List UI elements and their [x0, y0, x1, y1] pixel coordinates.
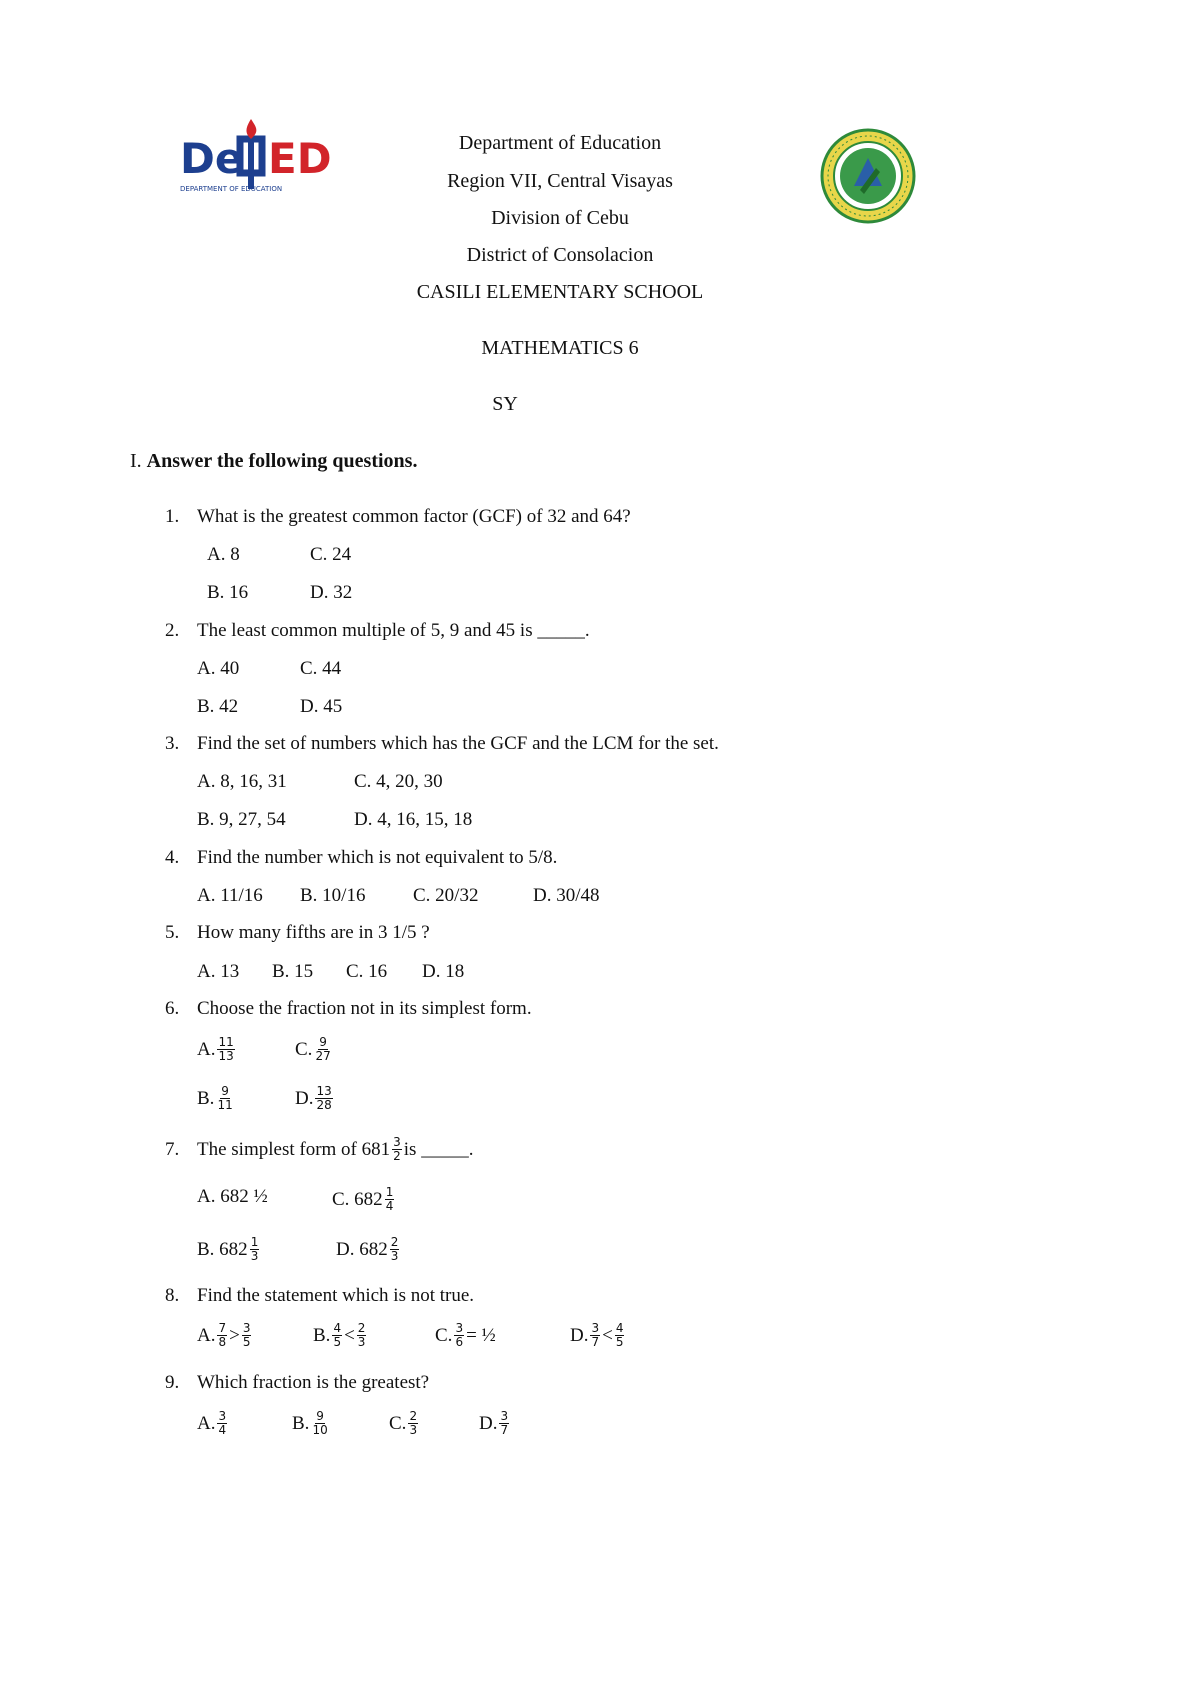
option-1d: D. 32: [310, 582, 353, 603]
question-6: 6. Choose the fraction not in its simplest form.: [165, 998, 532, 1019]
fraction: $\frac{9}{27}$: [315, 1035, 331, 1063]
fraction: $\frac{2}{3}$: [390, 1235, 399, 1263]
option-5d: D. 18: [422, 961, 465, 982]
question-8: 8. Find the statement which is not true.: [165, 1285, 475, 1306]
option-3b: B. 9, 27, 54: [197, 809, 286, 830]
question-4: 4. Find the number which is not equivalent to 5/8.: [165, 847, 558, 868]
option-6b: B. $\frac{9}{11}$: [197, 1084, 233, 1112]
option-9c: C. $\frac{2}{3}$: [389, 1409, 418, 1437]
question-7: 7. The simplest form of 681 $\frac{3}{2}$ is _____.: [165, 1135, 474, 1163]
option-2b: B. 42: [197, 696, 239, 717]
option-2a: A. 40: [197, 658, 240, 679]
header-department: Department of Education: [458, 132, 662, 154]
option-5c: C. 16: [346, 961, 388, 982]
option-3d: D. 4, 16, 15, 18: [354, 809, 473, 830]
section-roman: I.: [130, 450, 142, 472]
fraction: $\frac{13}{28}$: [316, 1084, 332, 1112]
option-9d: D. $\frac{3}{7}$: [479, 1409, 509, 1437]
option-3c: C. 4, 20, 30: [354, 771, 443, 792]
header-region: Region VII, Central Visayas: [447, 170, 673, 192]
option-2d: D. 45: [300, 696, 343, 717]
question-3: 3. Find the set of numbers which has the GCF and the LCM for the set.: [165, 733, 719, 754]
option-1c: C. 24: [310, 544, 352, 565]
option-7a: A. 682 ½: [197, 1186, 268, 1207]
option-4b: B. 10/16: [300, 885, 366, 906]
fraction: $\frac{9}{11}$: [217, 1084, 233, 1112]
header-school: CASILI ELEMENTARY SCHOOL: [416, 281, 704, 303]
option-7c: C. 682 $\frac{1}{4}$: [332, 1185, 394, 1213]
question-9: 9. Which fraction is the greatest?: [165, 1372, 430, 1393]
subject-title: MATHEMATICS 6: [481, 337, 639, 359]
header-division: Division of Cebu: [491, 207, 629, 229]
option-9a: A. $\frac{3}{4}$: [197, 1409, 227, 1437]
option-1a: A. 8: [207, 544, 240, 565]
svg-text:De: De: [180, 134, 244, 183]
question-5: 5. How many fifths are in 3 1/5 ?: [165, 922, 430, 943]
option-3a: A. 8, 16, 31: [197, 771, 287, 792]
fraction: $\frac{1}{4}$: [385, 1185, 394, 1213]
svg-text:ED: ED: [268, 134, 332, 183]
option-2c: C. 44: [300, 658, 342, 679]
option-8c: C. $\frac{3}{6}$ = ½: [435, 1321, 496, 1349]
option-6d: D. $\frac{13}{28}$: [295, 1084, 332, 1112]
option-9b: B. $\frac{9}{10}$: [292, 1409, 328, 1437]
option-4d: D. 30/48: [533, 885, 600, 906]
option-7d: D. 682 $\frac{2}{3}$: [336, 1235, 399, 1263]
svg-text:DEPARTMENT OF EDUCATION: DEPARTMENT OF EDUCATION: [180, 185, 283, 193]
option-8b: B. $\frac{4}{5}$ < $\frac{2}{3}$: [313, 1321, 366, 1349]
option-8d: D. $\frac{3}{7}$ < $\frac{4}{5}$: [570, 1321, 624, 1349]
option-6a: A. $\frac{11}{13}$: [197, 1035, 234, 1063]
section-title: Answer the following questions.: [146, 450, 418, 472]
option-5b: B. 15: [272, 961, 314, 982]
fraction: $\frac{3}{2}$: [393, 1135, 401, 1163]
question-2: 2. The least common multiple of 5, 9 and 45 is _____.: [165, 620, 590, 641]
option-4c: C. 20/32: [413, 885, 479, 906]
option-1b: B. 16: [207, 582, 249, 603]
school-year: SY: [492, 393, 518, 415]
section-heading: [130, 450, 417, 473]
header-district: District of Consolacion: [466, 244, 654, 266]
fraction: $\frac{11}{13}$: [218, 1035, 234, 1063]
option-6c: C. $\frac{9}{27}$: [295, 1035, 331, 1063]
option-4a: A. 11/16: [197, 885, 263, 906]
option-8a: A. $\frac{7}{8}$ > $\frac{3}{5}$: [197, 1321, 251, 1349]
option-5a: A. 13: [197, 961, 240, 982]
question-1: 1. What is the greatest common factor (GCF) of 32 and 64?: [165, 506, 631, 527]
fraction: $\frac{1}{3}$: [250, 1235, 259, 1263]
option-7b: B. 682 $\frac{1}{3}$: [197, 1235, 259, 1263]
